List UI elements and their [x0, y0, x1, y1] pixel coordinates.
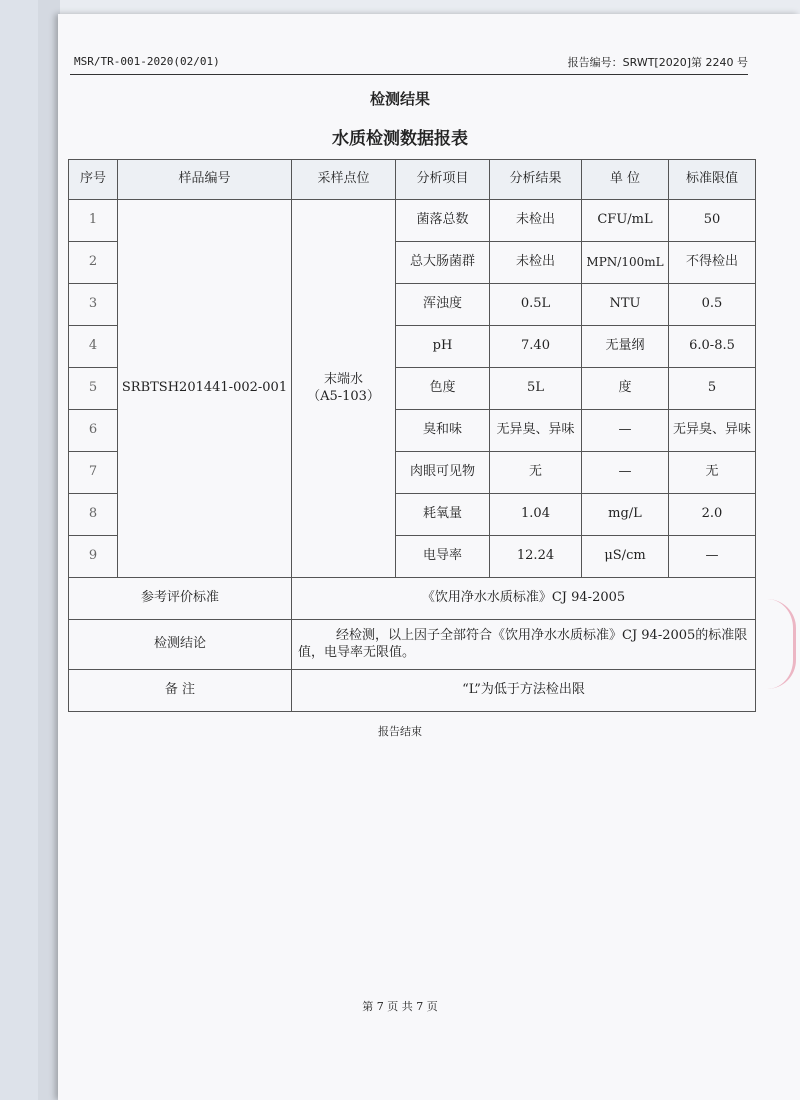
document-code: MSR/TR-001-2020(02/01)	[74, 55, 220, 68]
report-end-note: 报告结束	[378, 725, 422, 738]
table-row	[69, 200, 756, 242]
row-result: 1.04	[490, 494, 582, 536]
header-sampling-point: 采样点位	[292, 160, 396, 200]
red-seal-mark	[767, 599, 796, 689]
row-item: 总大肠菌群	[396, 242, 490, 284]
row-limit: 2.0	[669, 494, 756, 536]
row-limit: 不得检出	[669, 242, 756, 284]
underlying-page-edge	[38, 0, 60, 1100]
row-unit: MPN/100mL	[582, 242, 669, 284]
row-limit: 无异臭、异味	[669, 410, 756, 452]
row-item: 耗氧量	[396, 494, 490, 536]
row-item: 臭和味	[396, 410, 490, 452]
header-no: 序号	[69, 160, 118, 200]
remark-value: “L”为低于方法检出限	[292, 670, 756, 712]
reference-value: 《饮用净水水质标准》CJ 94-2005	[292, 578, 756, 620]
conclusion-label: 检测结论	[69, 620, 292, 670]
conclusion-value: 经检测，以上因子全部符合《饮用净水水质标准》CJ 94-2005的标准限值，电导率无限值。	[298, 628, 748, 660]
row-limit: 5	[669, 368, 756, 410]
row-item: pH	[396, 326, 490, 368]
row-unit: 度	[582, 368, 669, 410]
conclusion-cell	[292, 620, 756, 670]
header-item: 分析项目	[396, 160, 490, 200]
row-item: 色度	[396, 368, 490, 410]
row-unit: μS/cm	[582, 536, 669, 578]
row-result: 未检出	[490, 242, 582, 284]
row-unit: —	[582, 410, 669, 452]
conclusion-row	[69, 620, 756, 670]
row-no: 9	[69, 536, 118, 578]
row-limit: 50	[669, 200, 756, 242]
row-item: 菌落总数	[396, 200, 490, 242]
sampling-point-code: （A5-103）	[307, 388, 380, 404]
water-quality-table	[68, 159, 756, 712]
row-result: 7.40	[490, 326, 582, 368]
row-result: 0.5L	[490, 284, 582, 326]
row-limit: 0.5	[669, 284, 756, 326]
reference-label: 参考评价标准	[69, 578, 292, 620]
row-no: 4	[69, 326, 118, 368]
row-no: 6	[69, 410, 118, 452]
row-no: 3	[69, 284, 118, 326]
row-item: 浑浊度	[396, 284, 490, 326]
row-no: 5	[69, 368, 118, 410]
row-no: 8	[69, 494, 118, 536]
remark-row	[69, 670, 756, 712]
row-limit: —	[669, 536, 756, 578]
row-result: 12.24	[490, 536, 582, 578]
row-no: 2	[69, 242, 118, 284]
row-unit: 无量纲	[582, 326, 669, 368]
row-unit: —	[582, 452, 669, 494]
row-unit: mg/L	[582, 494, 669, 536]
row-unit: CFU/mL	[582, 200, 669, 242]
reference-row	[69, 578, 756, 620]
row-item: 肉眼可见物	[396, 452, 490, 494]
sampling-point-cell	[292, 200, 396, 578]
sampling-point-name: 末端水	[323, 372, 363, 388]
row-result: 5L	[490, 368, 582, 410]
row-result: 未检出	[490, 200, 582, 242]
row-result: 无	[490, 452, 582, 494]
table-header-row	[69, 160, 756, 200]
header-unit: 单 位	[582, 160, 669, 200]
header-limit: 标准限值	[669, 160, 756, 200]
row-unit: NTU	[582, 284, 669, 326]
row-no: 1	[69, 200, 118, 242]
row-no: 7	[69, 452, 118, 494]
header-divider	[70, 74, 748, 75]
header-result: 分析结果	[490, 160, 582, 200]
row-limit: 6.0-8.5	[669, 326, 756, 368]
page-title: 检测结果	[369, 90, 430, 108]
row-limit: 无	[669, 452, 756, 494]
header-sample-id: 样品编号	[118, 160, 292, 200]
page-number: 第 7 页 共 7 页	[362, 1000, 438, 1013]
remark-label: 备 注	[69, 670, 292, 712]
sample-id-cell: SRBTSH201441-002-001	[118, 200, 292, 578]
table-title: 水质检测数据报表	[332, 129, 468, 149]
report-number: 报告编号：SRWT[2020]第 2240 号	[567, 56, 748, 69]
row-item: 电导率	[396, 536, 490, 578]
row-result: 无异臭、异味	[490, 410, 582, 452]
